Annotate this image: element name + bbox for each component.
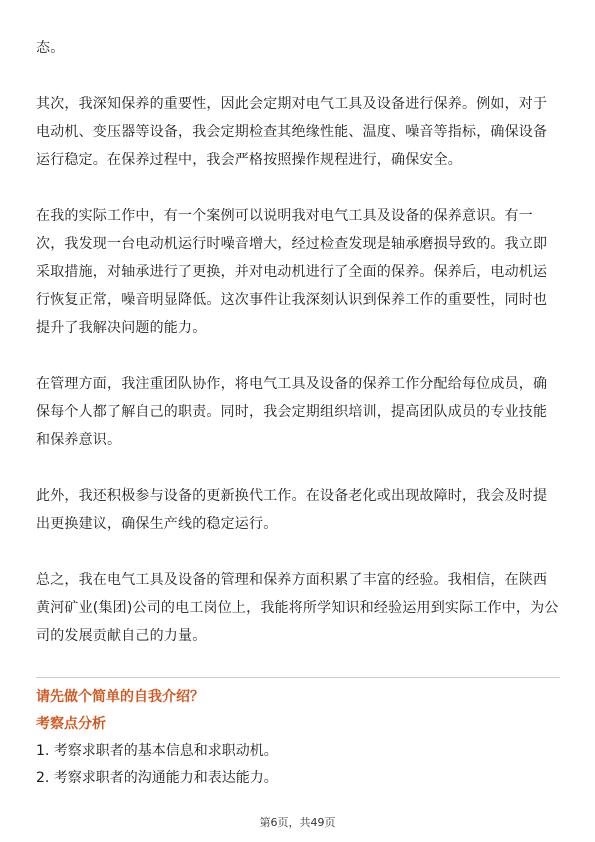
paragraph-team-management: 在管理方面，我注重团队协作，将电气工具及设备的保养工作分配给每位成员，确保每个人都了解自己的职责。同时，我会定期组织培训，提高团队成员的专业技能和保养意识。 xyxy=(36,376,548,448)
paragraph-case-example: 在我的实际工作中，有一个案例可以说明我对电气工具及设备的保养意识。有一次，我发现一台电动机运行时噪音增大，经过检查发现是轴承磨损导致的。我立即采取措施，对轴承进行了更换，并对电动机进行了全面的保养。保养后，电动机运行恢复正常，噪音明显降低。这次事件让我深刻认识到保养工作的重要性，同时也提升了我解决问题的能力。 xyxy=(36,208,548,336)
analysis-point: 1. 考察求职者的基本信息和求职动机。 xyxy=(36,743,278,759)
paragraph-continuation: 态。 xyxy=(36,40,65,56)
section-divider xyxy=(36,677,560,678)
page-number: 第6页，共49页 xyxy=(259,816,336,829)
paragraph-summary: 总之，我在电气工具及设备的管理和保养方面积累了丰富的经验。我相信，在陕西黄河矿业(集团)公司的电工岗位上，我能将所学知识和经验运用到实际工作中，为公司的发展贡献自己的力量。 xyxy=(36,572,559,644)
analysis-point: 2. 考察求职者的沟通能力和表达能力。 xyxy=(36,770,278,786)
interview-question: 请先做个简单的自我介绍？ xyxy=(36,689,204,705)
paragraph-equipment-upgrade: 此外，我还积极参与设备的更新换代工作。在设备老化或出现故障时，我会及时提出更换建议，确保生产线的稳定运行。 xyxy=(36,488,548,532)
analysis-heading: 考察点分析 xyxy=(36,716,106,732)
paragraph-maintenance-importance: 其次，我深知保养的重要性，因此会定期对电气工具及设备进行保养。例如，对于电动机、变压器等设备，我会定期检查其绝缘性能、温度、噪音等指标，确保设备运行稳定。在保养过程中，我会严格按照操作规程进行，确保安全。 xyxy=(36,96,548,168)
